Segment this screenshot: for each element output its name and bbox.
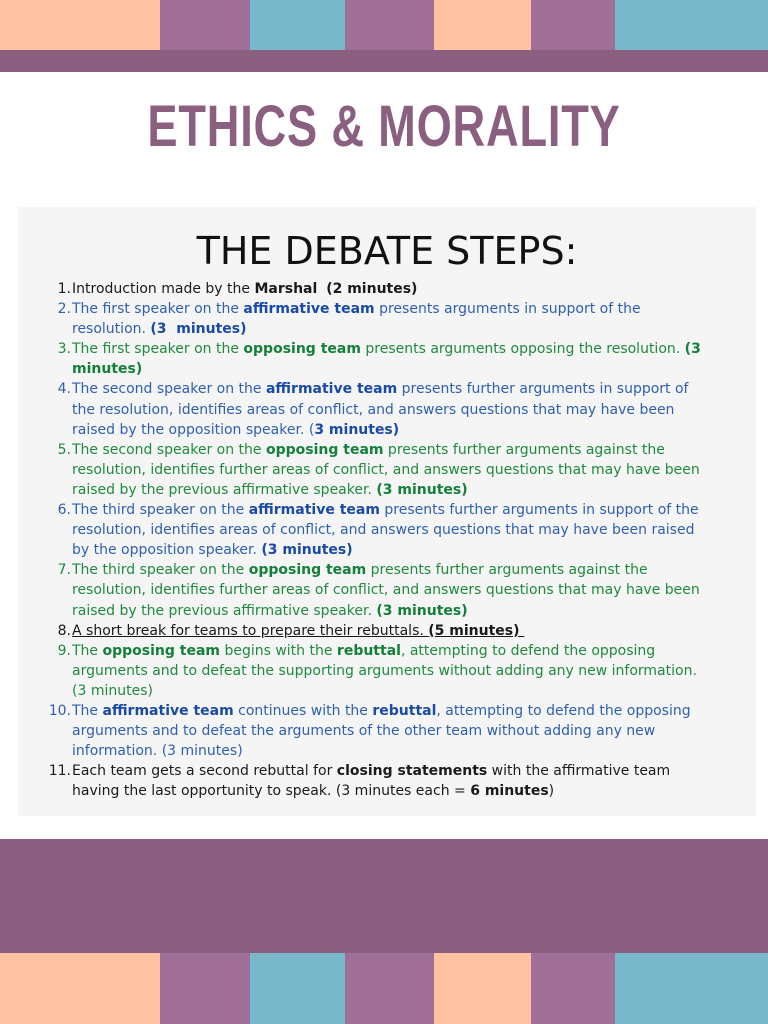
list-item: [57, 500, 704, 560]
stripe-mauve: [160, 0, 250, 50]
item-number: 3.: [57, 341, 71, 358]
stripe-teal: [615, 953, 768, 1024]
list-item: [57, 621, 704, 641]
item-text: presents further arguments in support of the resolution, identifies areas of conflict, and answers questions that may have been raised by the opposition speaker.: [72, 502, 699, 559]
bottom-color-stripes: [0, 953, 768, 1024]
item-bold: opposing team: [243, 341, 361, 358]
list-item: [57, 641, 704, 701]
item-number: 5.: [57, 441, 71, 458]
top-color-stripes: [0, 0, 768, 50]
list-item: [48, 701, 704, 761]
item-text: [317, 281, 326, 297]
item-text: The: [72, 642, 103, 659]
item-number: 2.: [57, 301, 71, 318]
list-item: [57, 339, 704, 379]
item-bold: affirmative team: [102, 702, 234, 719]
item-bold: 3 minutes): [314, 421, 400, 438]
stripe-mauve: [345, 953, 434, 1024]
stripe-peach: [434, 953, 531, 1024]
list-item: [57, 379, 704, 439]
list-item: [57, 440, 704, 500]
item-number: 10.: [48, 702, 71, 719]
item-number: 6.: [57, 502, 71, 519]
item-text: The second speaker on the: [72, 441, 266, 458]
item-text: The first speaker on the: [72, 341, 244, 358]
item-bold: affirmative team: [248, 502, 380, 519]
stripe-mauve: [160, 953, 250, 1024]
item-text: , attempting to defend the opposing arguments and to defeat the arguments of the other team without adding any new information. (3 minutes): [72, 702, 691, 760]
item-text: with the affirmative team having the last opportunity to speak. (3 minutes each =: [72, 763, 671, 800]
item-bold: opposing team: [265, 441, 384, 458]
item-bold: rebuttal: [336, 642, 401, 659]
steps-list: [48, 279, 704, 801]
list-item: [57, 299, 704, 339]
list-item: [57, 279, 704, 299]
item-bold: (5 minutes): [428, 622, 525, 639]
stripe-peach: [0, 0, 160, 50]
stripe-teal: [250, 0, 345, 50]
item-bold: rebuttal: [372, 702, 437, 719]
item-number: 4.: [57, 381, 71, 398]
item-text: Each team gets a second rebuttal for: [72, 763, 337, 780]
item-number: 7.: [57, 562, 71, 579]
stripe-teal: [615, 0, 768, 50]
item-text: presents further arguments against the resolution, identifies further areas of conflict, and answers questions that may have been raised by the previous affirmative speaker.: [72, 441, 700, 498]
item-text: ): [548, 783, 555, 800]
item-text: begins with the: [220, 642, 337, 659]
item-text: The: [72, 702, 103, 719]
item-text: A short break for teams to prepare their rebuttals.: [72, 622, 429, 639]
stripe-peach: [0, 953, 160, 1024]
top-plum-band: [0, 50, 768, 72]
item-text: The third speaker on the: [72, 502, 249, 519]
item-number: 9.: [57, 642, 71, 659]
item-text: presents arguments opposing the resolution.: [360, 341, 685, 358]
item-text: The second speaker on the: [72, 381, 266, 398]
item-text: , attempting to defend the opposing arguments and to defeat the supporting arguments without adding any new information. (3 minutes): [72, 642, 697, 699]
page-title: ETHICS & MORALITY: [147, 94, 621, 159]
bottom-plum-band: [0, 839, 768, 953]
item-bold: (3 minutes): [150, 321, 247, 338]
item-bold: (2 minutes): [326, 281, 418, 297]
item-number: 8.: [57, 622, 71, 639]
item-bold: opposing team: [248, 562, 367, 579]
item-text: Introduction made by the: [72, 281, 255, 297]
item-bold: (3 minutes): [376, 481, 468, 498]
item-bold: closing statements: [336, 763, 488, 780]
item-bold: (3 minutes): [261, 542, 353, 559]
item-bold: affirmative team: [265, 381, 398, 398]
item-text: presents further arguments against the resolution, identifies further areas of conflict, and answers questions that may have been raised by the previous affirmative speaker.: [72, 562, 700, 619]
stripe-mauve: [531, 0, 615, 50]
item-bold: affirmative team: [243, 301, 375, 318]
stripe-peach: [434, 0, 531, 50]
card-heading: THE DEBATE STEPS:: [196, 229, 578, 273]
item-bold: 6 minutes: [470, 783, 549, 800]
item-text: The third speaker on the: [72, 562, 249, 579]
item-bold: opposing team: [102, 642, 220, 659]
item-bold: Marshal: [254, 281, 318, 297]
stripe-mauve: [345, 0, 434, 50]
item-number: 11.: [48, 763, 71, 780]
list-item: [57, 560, 704, 620]
item-text: continues with the: [233, 702, 373, 719]
item-text: The first speaker on the: [72, 301, 244, 318]
item-number: 1.: [57, 281, 71, 297]
debate-steps-card: [18, 207, 756, 816]
list-item: [48, 761, 704, 801]
item-bold: (3 minutes): [72, 341, 701, 378]
item-text: presents arguments in support of the resolution.: [72, 301, 641, 338]
stripe-mauve: [531, 953, 615, 1024]
item-bold: (3 minutes): [376, 602, 468, 619]
stripe-teal: [250, 953, 345, 1024]
item-text: presents further arguments in support of the resolution, identifies areas of conflict, and answers questions that may have been raised by the opposition speaker. (: [72, 381, 689, 438]
